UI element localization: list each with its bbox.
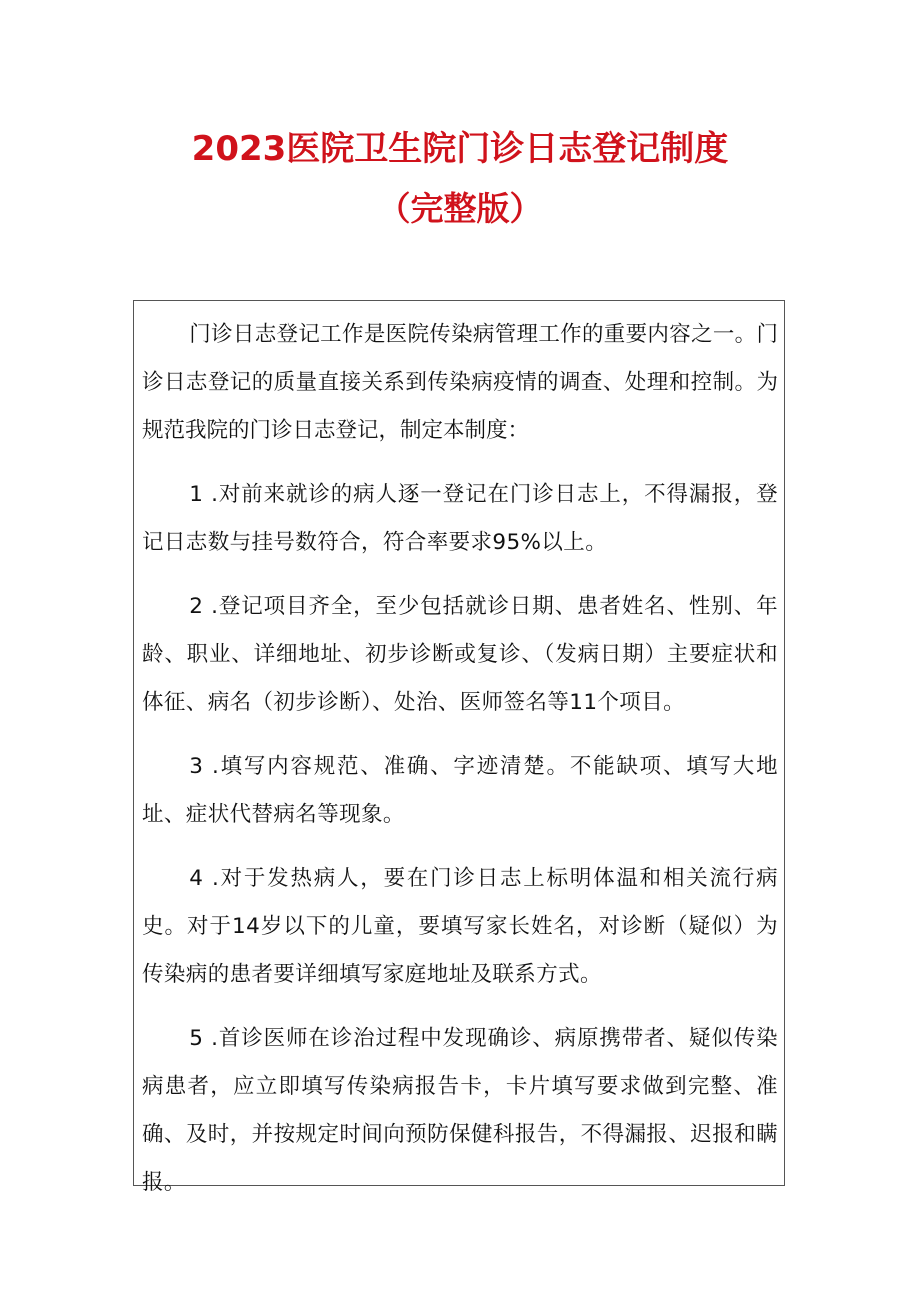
- content-box: [133, 300, 785, 1195]
- rule-item-5: 5 .首诊医师在诊治过程中发现确诊、病原携带者、疑似传染病患者，应立即填写传染病报告卡，卡片填写要求做到完整、准确、及时，并按规定时间向预防保健科报告，不得漏报、迟报和瞒报。: [142, 1026, 778, 1195]
- intro-paragraph: 门诊日志登记工作是医院传染病管理工作的重要内容之一。门诊日志登记的质量直接关系到传染病疫情的调查、处理和控制。为规范我院的门诊日志登记，制定本制度：: [142, 322, 778, 443]
- document-title: 2023医院卫生院门诊日志登记制度: [191, 129, 729, 169]
- rule-item-3: 3 .填写内容规范、准确、字迹清楚。不能缺项、填写大地址、症状代替病名等现象。: [142, 754, 778, 827]
- rule-item-2: 2 .登记项目齐全，至少包括就诊日期、患者姓名、性别、年龄、职业、详细地址、初步诊断或复诊、（发病日期）主要症状和体征、病名（初步诊断）、处治、医师签名等11个项目。: [142, 594, 778, 715]
- document-subtitle: （完整版）: [377, 189, 543, 228]
- rule-item-4: 4 .对于发热病人，要在门诊日志上标明体温和相关流行病史。对于14岁以下的儿童，要填写家长姓名，对诊断（疑似）为传染病的患者要详细填写家庭地址及联系方式。: [142, 866, 778, 987]
- rule-item-1: 1 .对前来就诊的病人逐一登记在门诊日志上，不得漏报，登记日志数与挂号数符合，符合率要求95%以上。: [142, 482, 778, 555]
